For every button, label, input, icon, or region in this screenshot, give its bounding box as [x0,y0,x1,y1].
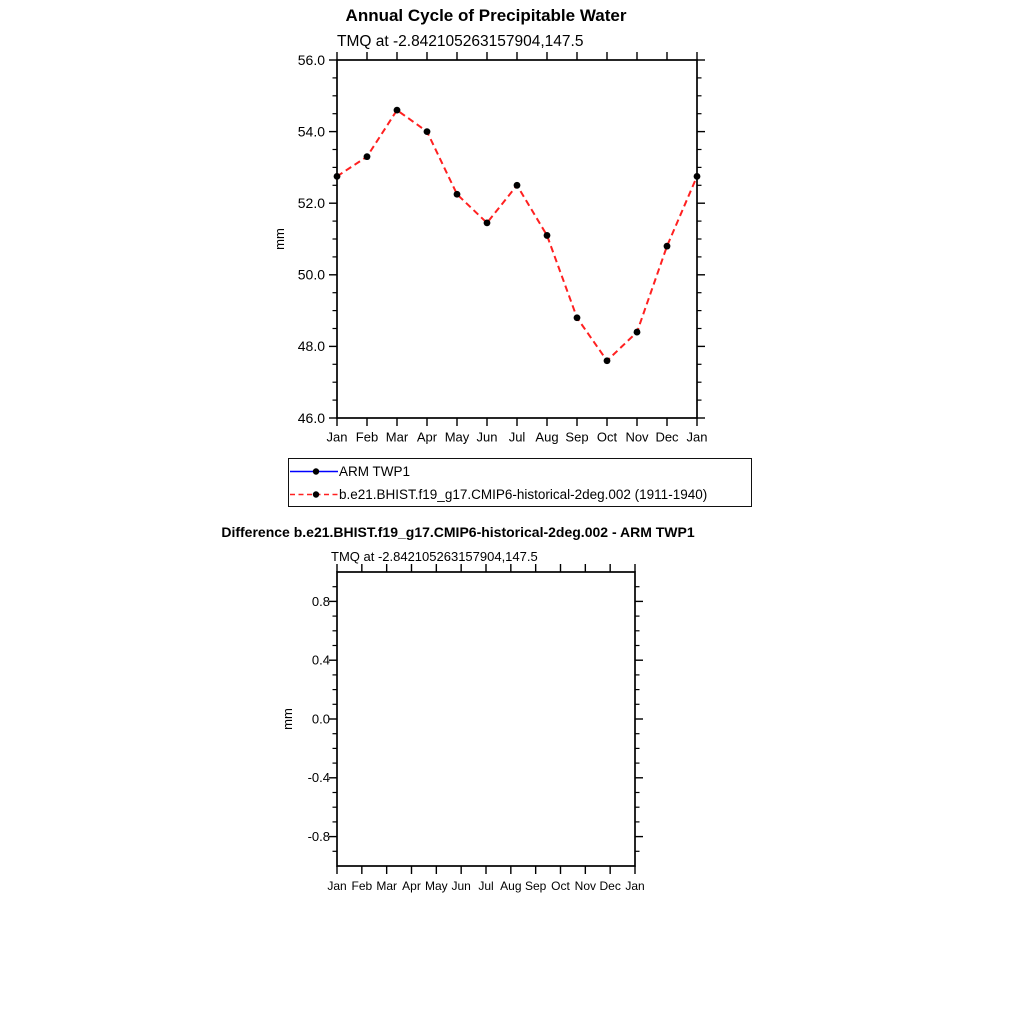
y-tick-label: 0.4 [311,652,330,668]
chart2-title: Difference b.e21.BHIST.f19_g17.CMIP6-historical-2deg.002 - ARM TWP1 [221,524,695,540]
series-line [337,110,697,361]
data-point-marker [424,128,431,135]
data-point-marker [664,243,671,250]
x-tick-label: Nov [625,429,649,445]
x-tick-label: Jan [327,879,347,893]
legend-box [288,458,752,507]
x-tick-label: Apr [402,879,421,893]
y-tick-label: 0.0 [311,711,330,727]
legend-row-model [289,483,751,506]
y-tick-label: 0.8 [311,593,330,609]
x-tick-label: May [424,879,448,893]
plot-frame [337,60,697,418]
data-point-marker [394,107,401,114]
data-point-marker [334,173,341,180]
data-point-marker [544,232,551,239]
data-point-marker [484,219,491,226]
data-point-marker [604,357,611,364]
y-tick-label: 56.0 [297,51,325,68]
data-point-marker [454,191,461,198]
x-tick-label: Jan [686,429,708,445]
legend-dashed-line-sample [289,483,339,506]
x-tick-label: Feb [355,429,379,445]
chart-panel-0 [272,52,707,445]
x-tick-label: Jan [625,879,645,893]
plot-frame [337,572,635,866]
y-axis-unit-label: mm [272,228,287,250]
x-tick-label: Mar [385,429,409,445]
x-tick-label: Aug [500,879,522,893]
y-tick-label: -0.8 [307,829,330,845]
y-tick-label: 50.0 [297,266,325,283]
x-tick-label: Nov [574,879,597,893]
x-tick-label: Jun [451,879,471,893]
x-tick-label: Feb [351,879,373,893]
y-tick-label: -0.4 [307,770,330,786]
x-tick-label: May [444,429,470,445]
x-tick-label: Mar [376,879,398,893]
chart2-subtitle: TMQ at -2.842105263157904,147.5 [331,549,538,564]
data-point-marker [634,329,641,336]
x-tick-label: Jul [478,879,494,893]
x-tick-label: Oct [551,879,570,893]
x-tick-label: Oct [596,429,618,445]
legend-solid-line-sample [289,460,339,483]
x-tick-label: Dec [599,879,621,893]
legend-label-model-run: b.e21.BHIST.f19_g17.CMIP6-historical-2deg.002 (1911-1940) [339,486,708,502]
data-point-marker [574,314,581,321]
data-point-marker [364,153,371,160]
legend-marker-dot [313,468,319,474]
chart-panel-1 [280,564,645,893]
x-tick-label: Jun [476,429,498,445]
x-tick-label: Sep [565,429,589,445]
legend-row-obs [289,460,751,483]
legend-label-arm-twp1: ARM TWP1 [339,463,411,479]
x-tick-label: Jul [508,429,526,445]
chart1-subtitle: TMQ at -2.842105263157904,147.5 [337,33,584,50]
x-tick-label: Dec [655,429,679,445]
y-tick-label: 54.0 [297,123,325,140]
x-tick-label: Aug [535,429,559,445]
y-tick-label: 46.0 [297,409,325,426]
x-tick-label: Apr [416,429,438,445]
y-tick-label: 52.0 [297,194,325,211]
data-point-marker [694,173,701,180]
data-point-marker [514,182,521,189]
x-tick-label: Sep [524,879,547,893]
legend-marker-dot [313,491,319,497]
y-axis-unit-label: mm [280,708,295,730]
x-tick-label: Jan [326,429,348,445]
y-tick-label: 48.0 [297,338,325,355]
chart1-title: Annual Cycle of Precipitable Water [345,6,627,25]
